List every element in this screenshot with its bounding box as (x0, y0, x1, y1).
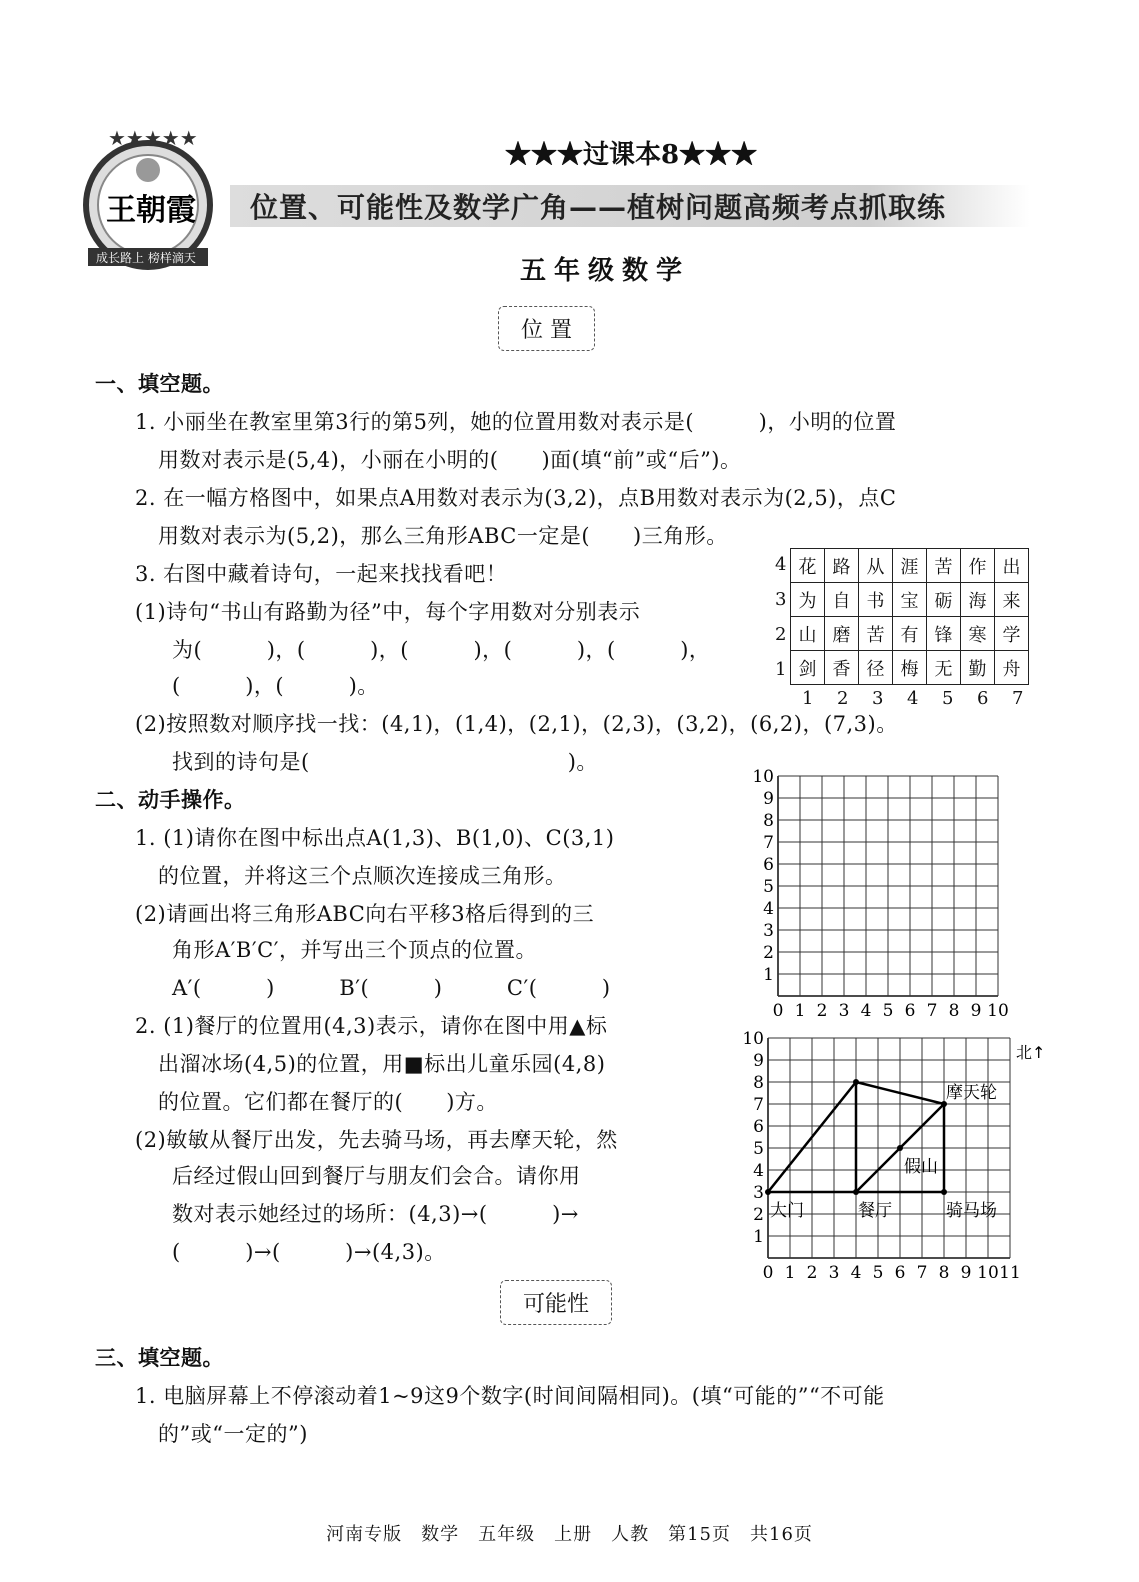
grid1-y-tick: 3 (763, 921, 774, 941)
grid1-x-tick: 2 (816, 1001, 828, 1021)
col-label: 2 (837, 688, 849, 709)
location-label: 大门 (770, 1201, 804, 1221)
location-point (853, 1189, 859, 1195)
grid1-x-tick: 5 (882, 1001, 894, 1021)
q-line: 2. 在一幅方格图中，如果点A用数对表示为(3,2)，点B用数对表示为(2,5)，点C (135, 486, 897, 510)
q-line: 用数对表示为(5,2)，那么三角形ABC一定是( )三角形。 (158, 524, 728, 548)
col-label: 6 (977, 688, 989, 709)
row-label: 3 (775, 589, 787, 610)
grid2-x-tick: 4 (850, 1263, 862, 1283)
q-line: 数对表示她经过的场所：(4,3)→( )→ (172, 1202, 579, 1226)
col-label: 7 (1012, 688, 1024, 709)
q-line: 的”或“一定的”) (158, 1422, 308, 1446)
grid-cell: 舟 (995, 651, 1029, 685)
location-point (853, 1079, 859, 1085)
page-title: 位置、可能性及数学广角——植树问题高频考点抓取练 (250, 191, 947, 224)
grid2-x-tick: 11 (999, 1263, 1021, 1283)
grid-cell: 剑 (791, 651, 825, 685)
grid1-y-tick: 8 (763, 811, 774, 831)
grid1-x-tick: 7 (926, 1001, 938, 1021)
location-point (765, 1189, 771, 1195)
section-tag-probability: 可能性 (500, 1280, 612, 1325)
north-indicator: 北↑ (1016, 1043, 1046, 1062)
grid-cell: 宝 (893, 583, 927, 617)
grid-cell: 香 (825, 651, 859, 685)
grid1-y-tick: 5 (763, 877, 774, 897)
grid-cell: 砺 (927, 583, 961, 617)
grid2-x-tick: 6 (894, 1263, 906, 1283)
grid1-y-tick: 2 (763, 943, 774, 963)
grid2-y-tick: 7 (753, 1095, 764, 1115)
grid2-x-tick: 10 (977, 1263, 999, 1283)
grid2-y-tick: 1 (753, 1227, 764, 1247)
svg-text:王朝霞: 王朝霞 (106, 193, 196, 228)
grid-cell: 苦 (859, 617, 893, 651)
svg-text:★★★★★: ★★★★★ (108, 126, 198, 150)
grid-cell: 有 (893, 617, 927, 651)
q-line: ( )→( )→(4,3)。 (172, 1240, 446, 1264)
grid1-y-tick: 4 (763, 899, 774, 919)
q-line: 1. (1)请你在图中标出点A(1,3)、B(1,0)、C(3,1) (135, 826, 615, 850)
location-point (941, 1189, 947, 1195)
svg-text:成长路上 榜样滴天: 成长路上 榜样滴天 (96, 251, 196, 265)
grid1-x-tick: 0 (772, 1001, 784, 1021)
location-label: 假山 (904, 1157, 938, 1177)
grid1-y-tick: 10 (752, 767, 774, 787)
grid2-x-tick: 9 (960, 1263, 972, 1283)
q-line: (2)敏敏从餐厅出发，先去骑马场，再去摩天轮，然 (135, 1128, 618, 1152)
row-label: 2 (775, 624, 787, 645)
grid-cell: 出 (995, 549, 1029, 583)
q-line: 3. 右图中藏着诗句，一起来找找看吧！ (135, 562, 508, 586)
grid1-x-tick: 10 (987, 1001, 1009, 1021)
grid1-y-tick: 9 (763, 789, 774, 809)
grid1-x-tick: 4 (860, 1001, 872, 1021)
grid2-y-tick: 3 (753, 1183, 764, 1203)
grid2-x-tick: 1 (784, 1263, 796, 1283)
q-line: 的位置，并将这三个点顺次连接成三角形。 (158, 864, 567, 888)
grid2-x-tick: 3 (828, 1263, 840, 1283)
grid-cell: 涯 (893, 549, 927, 583)
grid-cell: 作 (961, 549, 995, 583)
grid-cell: 为 (791, 583, 825, 617)
grid-cell: 从 (859, 549, 893, 583)
q-line: 后经过假山回到餐厅与朋友们会合。请你用 (172, 1164, 581, 1188)
q-line: A′( ) B′( ) C′( ) (172, 976, 611, 1000)
q-line: (2)按照数对顺序找一找：(4,1)，(1,4)，(2,1)，(2,3)，(3,2)，(6,2)，(7,3)。 (135, 712, 898, 736)
grid-cell: 自 (825, 583, 859, 617)
q-line: ( )，( )。 (172, 674, 379, 698)
grid-cell: 来 (995, 583, 1029, 617)
row-label: 4 (775, 554, 787, 575)
grid-cell: 锋 (927, 617, 961, 651)
part3-heading: 三、填空题。 (95, 1346, 224, 1370)
grid-cell: 学 (995, 617, 1029, 651)
q-line: 2. (1)餐厅的位置用(4,3)表示，请你在图中用▲标 (135, 1014, 608, 1038)
part1-heading: 一、填空题。 (95, 372, 224, 396)
grid2-y-tick: 10 (742, 1029, 764, 1049)
grid2-y-tick: 6 (753, 1117, 764, 1137)
q-line: 1. 电脑屏幕上不停滚动着1~9这9个数字(时间间隔相同)。(填“可能的”“不可能 (135, 1384, 885, 1408)
page-footer: 河南专版 数学 五年级 上册 人教 第15页 共16页 (326, 1524, 813, 1545)
q-line: 找到的诗句是( )。 (172, 750, 598, 774)
grid1-y-tick: 1 (763, 965, 774, 985)
grid2-y-tick: 5 (753, 1139, 764, 1159)
location-label: 骑马场 (946, 1201, 997, 1221)
q-line: 角形A′B′C′，并写出三个顶点的位置。 (172, 938, 537, 962)
q-line: (2)请画出将三角形ABC向右平移3格后得到的三 (135, 902, 595, 926)
grid-cell: 路 (825, 549, 859, 583)
grid2-y-tick: 4 (753, 1161, 764, 1181)
grid2-x-tick: 8 (938, 1263, 950, 1283)
grid-cell: 磨 (825, 617, 859, 651)
q-line: 为( )，( )，( )，( )，( )， (172, 638, 711, 662)
grid2-y-tick: 9 (753, 1051, 764, 1071)
location-label: 餐厅 (858, 1201, 892, 1221)
grade-subject: 五年级数学 (520, 256, 691, 286)
grid-cell: 寒 (961, 617, 995, 651)
grid1-x-tick: 6 (904, 1001, 916, 1021)
grid-cell: 苦 (927, 549, 961, 583)
grid2-y-tick: 2 (753, 1205, 764, 1225)
location-point (897, 1145, 903, 1151)
q-line: 出溜冰场(4,5)的位置，用■标出儿童乐园(4,8) (158, 1052, 606, 1076)
grid1-x-tick: 8 (948, 1001, 960, 1021)
col-label: 4 (907, 688, 919, 709)
col-label: 5 (942, 688, 954, 709)
q-line: 的位置。它们都在餐厅的( )方。 (158, 1090, 498, 1114)
row-label: 1 (775, 659, 787, 680)
q-line: 1. 小丽坐在教室里第3行的第5列，她的位置用数对表示是( )，小明的位置 (135, 410, 897, 434)
grid2-x-tick: 0 (762, 1263, 774, 1283)
col-label: 1 (802, 688, 814, 709)
grid1-x-tick: 3 (838, 1001, 850, 1021)
series-label: ★★★过课本8★★★ (505, 140, 758, 170)
grid1-x-tick: 1 (794, 1001, 806, 1021)
location-label: 摩天轮 (946, 1083, 997, 1103)
grid-cell: 花 (791, 549, 825, 583)
grid2-x-tick: 7 (916, 1263, 928, 1283)
section-tag-position: 位 置 (498, 306, 595, 351)
grid-cell: 海 (961, 583, 995, 617)
grid1-y-tick: 7 (763, 833, 774, 853)
grid2-x-tick: 2 (806, 1263, 818, 1283)
grid-cell: 勤 (961, 651, 995, 685)
q-line: (1)诗句“书山有路勤为径”中，每个字用数对分别表示 (135, 600, 641, 624)
grid1-x-tick: 9 (970, 1001, 982, 1021)
grid-cell: 山 (791, 617, 825, 651)
grid2-x-tick: 5 (872, 1263, 884, 1283)
grid2-y-tick: 8 (753, 1073, 764, 1093)
part2-heading: 二、动手操作。 (95, 788, 246, 812)
grid-cell: 无 (927, 651, 961, 685)
col-label: 3 (872, 688, 884, 709)
grid1-y-tick: 6 (763, 855, 774, 875)
grid-cell: 梅 (893, 651, 927, 685)
grid-cell: 径 (859, 651, 893, 685)
grid-cell: 书 (859, 583, 893, 617)
q-line: 用数对表示是(5,4)，小丽在小明的( )面(填“前”或“后”)。 (158, 448, 742, 472)
